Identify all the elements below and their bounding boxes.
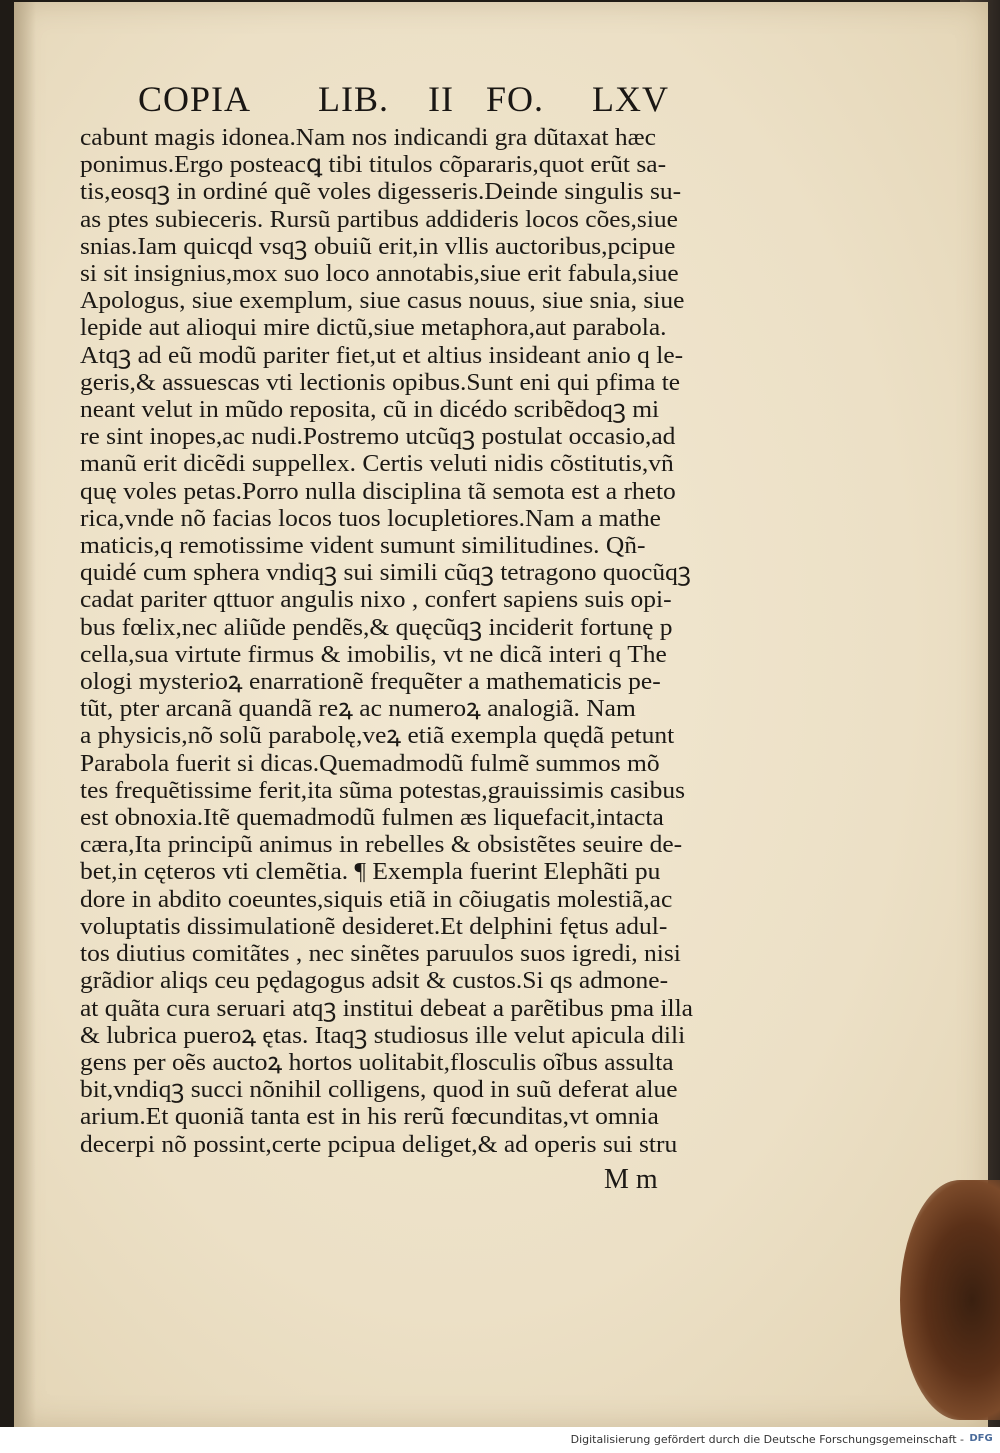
page-gutter-shadow <box>14 2 36 1427</box>
text-line: rica,vnde nõ facias locos tuos locupletiores.Nam a mathe <box>80 504 661 532</box>
text-line: tos diutius comitãtes , nec sinẽtes paruulos suos igredi, nisi <box>80 940 681 968</box>
text-line: cæra,Ita principũ animus in rebelles & obsistẽtes seuire de- <box>80 831 683 859</box>
signature-mark: M m <box>604 1164 658 1195</box>
text-line: re sint inopes,ac nudi.Postremo utcũqꝫ postulat occasio,ad <box>80 423 676 451</box>
text-line: ologi mysterioꝝ enarrationẽ frequẽter a mathematicis pe- <box>80 668 661 696</box>
text-line: cadat pariter qttuor angulis nixo , confert sapiens suis opi- <box>80 586 672 614</box>
text-line: as ptes subieceris. Rursũ partibus addideris locos cões,siue <box>80 205 678 233</box>
text-line: a physicis,nõ solũ parabolę,veꝝ etiã exempla quędã petunt <box>80 722 675 750</box>
text-line: quę voles petas.Porro nulla disciplina tã semota est a rheto <box>80 477 676 505</box>
running-head <box>138 78 698 122</box>
text-line: quidé cum sphera vndiqꝫ sui simili cũqꝫ tetragono quocũqꝫ <box>80 559 691 587</box>
text-line: bus fœlix,nec aliũde pendẽs,& quęcũqꝫ inciderit fortunę p <box>80 613 673 641</box>
text-line: bet,in cęteros vti clemẽtia. ¶ Exempla fuerint Elephãti pu <box>80 858 661 886</box>
running-head-folio: LXV <box>592 79 669 119</box>
body-text <box>80 124 756 1158</box>
text-line: gens per oẽs auctoꝝ hortos uolitabit,flosculis oĩbus assulta <box>80 1048 674 1076</box>
text-line: dore in abdito coeuntes,siquis etiã in cõiugatis molestiã,ac <box>80 885 673 913</box>
dfg-logo: DFG <box>969 1433 993 1444</box>
text-line: Apologus, siue exemplum, siue casus nouus, siue snia, siue <box>80 287 685 315</box>
text-line: ponimus.Ergo posteacꝗ tibi titulos cõpararis,quot erũt sa- <box>80 151 667 179</box>
text-line: & lubrica pueroꝝ ętas. Itaqꝫ studiosus ille velut apicula dili <box>80 1021 686 1049</box>
text-line: grãdior aliqs ceu pędagogus adsit & custos.Si qs admone- <box>80 967 669 995</box>
text-line: si sit insignius,mox suo loco annotabis,siue erit fabula,siue <box>80 260 679 288</box>
text-line: tis,eosqꝫ in ordiné quẽ voles digesseris.Deinde singulis su- <box>80 178 682 206</box>
text-line: maticis,q remotissime vident sumunt similitudines. Qñ- <box>80 532 646 560</box>
running-head-lib: LIB. <box>318 79 389 119</box>
funding-note: Digitalisierung gefördert durch die Deutsche Forschungsgemeinschaft - <box>570 1433 964 1446</box>
text-line: bit,vndiqꝫ succi nõnihil colligens, quod in suũ deferat alue <box>80 1076 678 1104</box>
text-line: tes frequẽtissime ferit,ita sũma potestas,grauissimis casibus <box>80 776 686 804</box>
text-line: arium.Et quoniã tanta est in his rerũ fœcunditas,vt omnia <box>80 1103 659 1131</box>
text-line: est obnoxia.Itẽ quemadmodũ fulmen æs liquefacit,intacta <box>80 804 664 832</box>
text-line: lepide aut alioqui mire dictũ,siue metaphora,aut parabola. <box>80 314 667 342</box>
text-line: Atqꝫ ad eũ modũ pariter fiet,ut et altius insideant anio q le- <box>80 341 684 369</box>
text-line: neant velut in mũdo reposita, cũ in dicédo scribẽdoqꝫ mi <box>80 396 660 424</box>
running-head-title: COPIA <box>138 79 252 119</box>
text-line: Parabola fuerit si dicas.Quemadmodũ fulmẽ summos mõ <box>80 749 660 777</box>
text-line: voluptatis dissimulationẽ desideret.Et delphini fętus adul- <box>80 912 668 940</box>
running-head-fo: FO. <box>486 79 545 119</box>
text-line: snias.Iam quicqd vsqꝫ obuiũ erit,in vllis auctoribus,pcipue <box>80 232 676 260</box>
text-line: cella,sua virtute firmus & imobilis, vt ne dicã interi q The <box>80 640 667 668</box>
running-head-book: II <box>428 79 454 119</box>
text-line: cabunt magis idonea.Nam nos indicandi gra dũtaxat hæc <box>80 124 656 151</box>
text-line: geris,& assuescas vti lectionis opibus.Sunt eni qui pfima te <box>80 368 681 396</box>
text-line: decerpi nõ possint,certe pcipua deliget,& ad operis sui stru <box>80 1130 678 1158</box>
text-line: manũ erit dicẽdi suppellex. Certis veluti nidis cõstitutis,vñ <box>80 450 674 478</box>
text-line: at quãta cura seruari atqꝫ institui debeat a parẽtibus pma illa <box>80 994 693 1022</box>
text-line: tũt, pter arcanã quandã reꝝ ac numeroꝝ analogiã. Nam <box>80 695 636 723</box>
